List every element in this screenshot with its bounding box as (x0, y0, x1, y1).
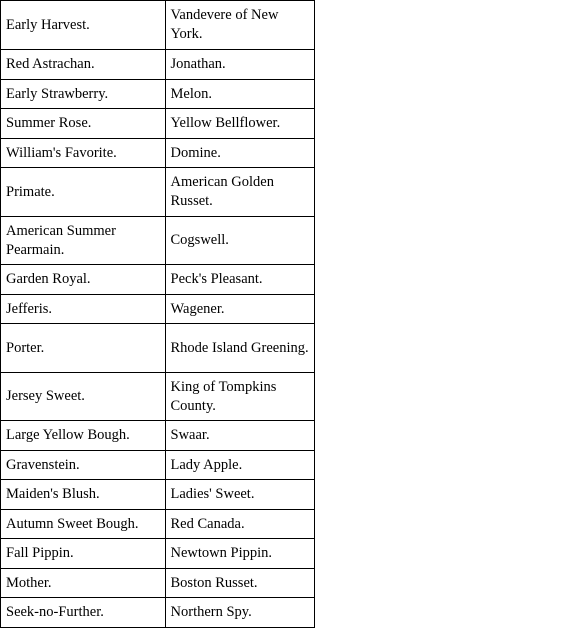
table-cell: Newtown Pippin. (165, 539, 314, 569)
table-cell: Boston Russet. (165, 569, 314, 598)
table-cell: American Golden Russet. (165, 168, 314, 217)
table-cell: Melon. (165, 80, 314, 109)
table-cell: Peck's Pleasant. (165, 265, 314, 295)
table-cell: Lady Apple. (165, 451, 314, 480)
table-cell: Mother. (1, 569, 166, 598)
table-cell: Red Astrachan. (1, 50, 166, 80)
table-cell: Rhode Island Greening. (165, 324, 314, 373)
table-cell: Cogswell. (165, 217, 314, 265)
table-row (1, 217, 315, 265)
table-row (1, 50, 315, 80)
table-row (1, 295, 315, 324)
table-cell: Early Strawberry. (1, 80, 166, 109)
table-cell: Swaar. (165, 421, 314, 451)
table-row (1, 324, 315, 373)
table-cell: Jefferis. (1, 295, 166, 324)
table-cell: Seek-no-Further. (1, 598, 166, 628)
table-cell: William's Favorite. (1, 139, 166, 168)
table-cell: Porter. (1, 324, 166, 373)
table-cell: Jonathan. (165, 50, 314, 80)
table-row (1, 168, 315, 217)
table-row (1, 1, 315, 50)
table-cell: Summer Rose. (1, 109, 166, 139)
table-cell: Large Yellow Bough. (1, 421, 166, 451)
table-row (1, 80, 315, 109)
table-cell: Yellow Bellflower. (165, 109, 314, 139)
table-row (1, 569, 315, 598)
table-cell: Early Harvest. (1, 1, 166, 50)
table-cell: American Summer Pearmain. (1, 217, 166, 265)
table-row (1, 265, 315, 295)
table-row (1, 598, 315, 628)
table-cell: Jersey Sweet. (1, 373, 166, 421)
table-row (1, 373, 315, 421)
table-row (1, 510, 315, 539)
table-cell: Autumn Sweet Bough. (1, 510, 166, 539)
table-cell: Red Canada. (165, 510, 314, 539)
table-cell: Fall Pippin. (1, 539, 166, 569)
table-cell: Domine. (165, 139, 314, 168)
table-cell: Primate. (1, 168, 166, 217)
table-cell: Northern Spy. (165, 598, 314, 628)
table-row (1, 109, 315, 139)
table-cell: Maiden's Blush. (1, 480, 166, 510)
table-cell: Garden Royal. (1, 265, 166, 295)
table-cell: Gravenstein. (1, 451, 166, 480)
table-row (1, 421, 315, 451)
table-cell: King of Tompkins County. (165, 373, 314, 421)
table-cell: Vandevere of New York. (165, 1, 314, 50)
table-row (1, 451, 315, 480)
table-cell: Wagener. (165, 295, 314, 324)
table-row (1, 139, 315, 168)
table-row (1, 480, 315, 510)
table-cell: Ladies' Sweet. (165, 480, 314, 510)
table-row (1, 539, 315, 569)
